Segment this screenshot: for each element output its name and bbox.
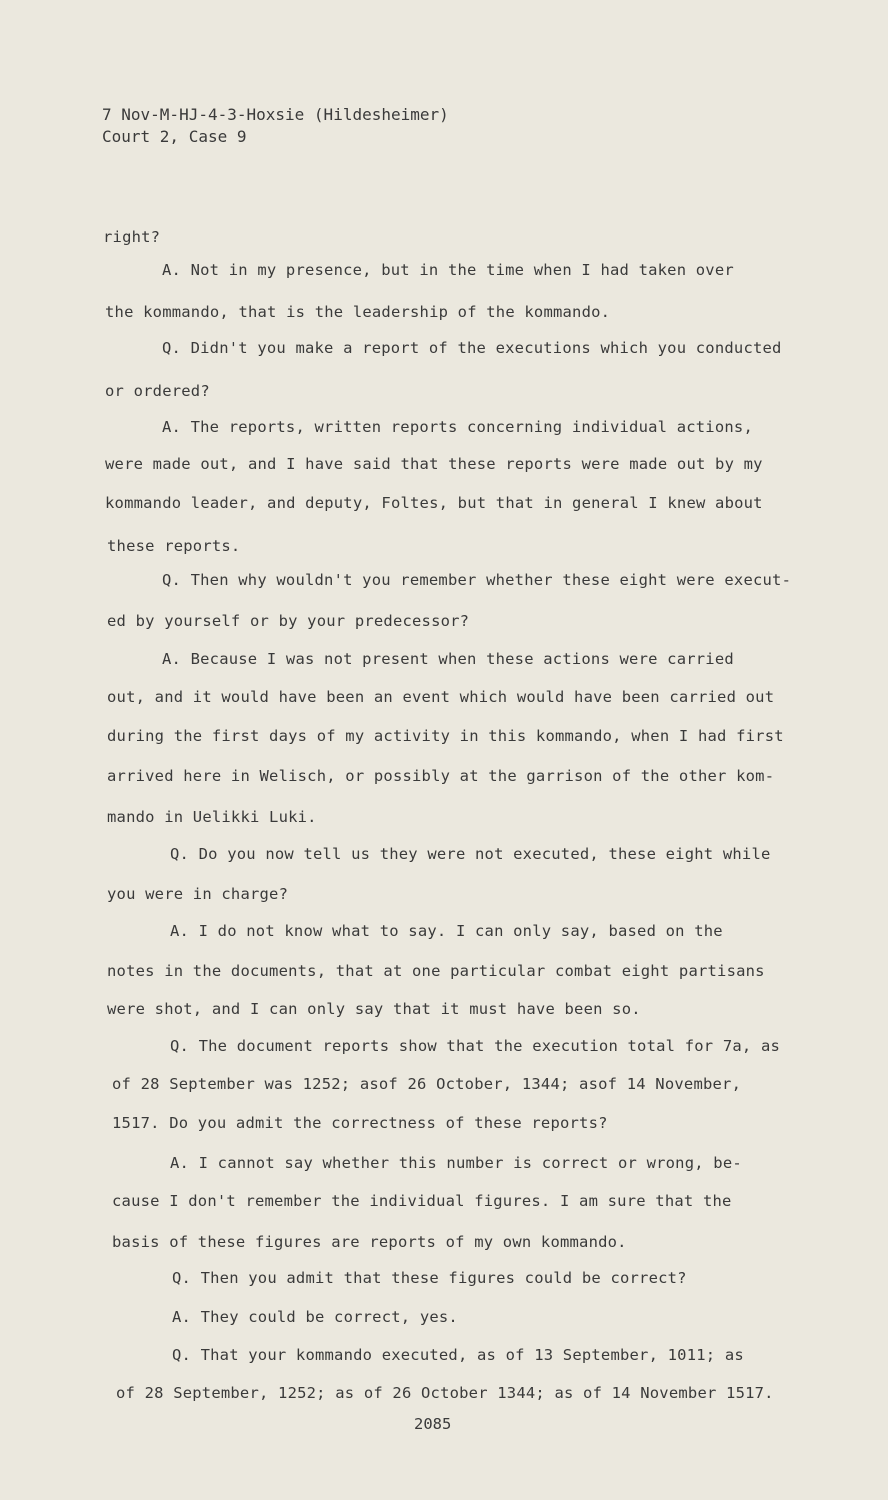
text-line: Q. Do you now tell us they were not executed, these eight while — [170, 845, 771, 863]
text-line: A. I do not know what to say. I can only say, based on the — [170, 922, 723, 940]
document-header — [102, 104, 449, 148]
header-line-2: Court 2, Case 9 — [102, 127, 247, 146]
text-line: A. They could be correct, yes. — [172, 1308, 458, 1326]
text-line: were made out, and I have said that these reports were made out by my — [105, 455, 763, 473]
page-number: 2085 — [414, 1415, 452, 1433]
text-line: ed by yourself or by your predecessor? — [107, 612, 470, 630]
text-line: arrived here in Welisch, or possibly at the garrison of the other kom- — [107, 767, 775, 785]
text-line: A. Not in my presence, but in the time when I had taken over — [162, 261, 734, 279]
text-line: cause I don't remember the individual figures. I am sure that the — [112, 1192, 732, 1210]
text-line: these reports. — [107, 537, 241, 555]
text-line: Q. That your kommando executed, as of 13 September, 1011; as — [172, 1346, 744, 1364]
text-line: Q. Then why wouldn't you remember whether these eight were execut- — [162, 571, 792, 589]
text-line: notes in the documents, that at one particular combat eight partisans — [107, 962, 765, 980]
text-line: A. The reports, written reports concerning individual actions, — [162, 418, 753, 436]
text-line: Q. Then you admit that these figures could be correct? — [172, 1269, 687, 1287]
text-line: 1517. Do you admit the correctness of these reports? — [112, 1114, 608, 1132]
text-line: basis of these figures are reports of my own kommando. — [112, 1233, 627, 1251]
text-line: A. Because I was not present when these actions were carried — [162, 650, 734, 668]
text-line: the kommando, that is the leadership of the kommando. — [105, 303, 611, 321]
text-line: Q. The document reports show that the execution total for 7a, as — [170, 1037, 781, 1055]
text-line: out, and it would have been an event which would have been carried out — [107, 688, 775, 706]
text-line: of 28 September, 1252; as of 26 October 1344; as of 14 November 1517. — [116, 1384, 774, 1402]
text-line: A. I cannot say whether this number is correct or wrong, be- — [170, 1154, 742, 1172]
text-line: were shot, and I can only say that it must have been so. — [107, 1000, 641, 1018]
text-line: of 28 September was 1252; asof 26 October, 1344; asof 14 November, — [112, 1075, 742, 1093]
text-line: during the first days of my activity in this kommando, when I had first — [107, 727, 784, 745]
text-line: or ordered? — [105, 382, 210, 400]
text-line: kommando leader, and deputy, Foltes, but that in general I knew about — [105, 494, 763, 512]
text-line: mando in Uelikki Luki. — [107, 808, 317, 826]
text-line: you were in charge? — [107, 885, 289, 903]
text-line: Q. Didn't you make a report of the executions which you conducted — [162, 339, 782, 357]
text-line: right? — [103, 228, 161, 246]
header-line-1: 7 Nov-M-HJ-4-3-Hoxsie (Hildesheimer) — [102, 105, 449, 124]
